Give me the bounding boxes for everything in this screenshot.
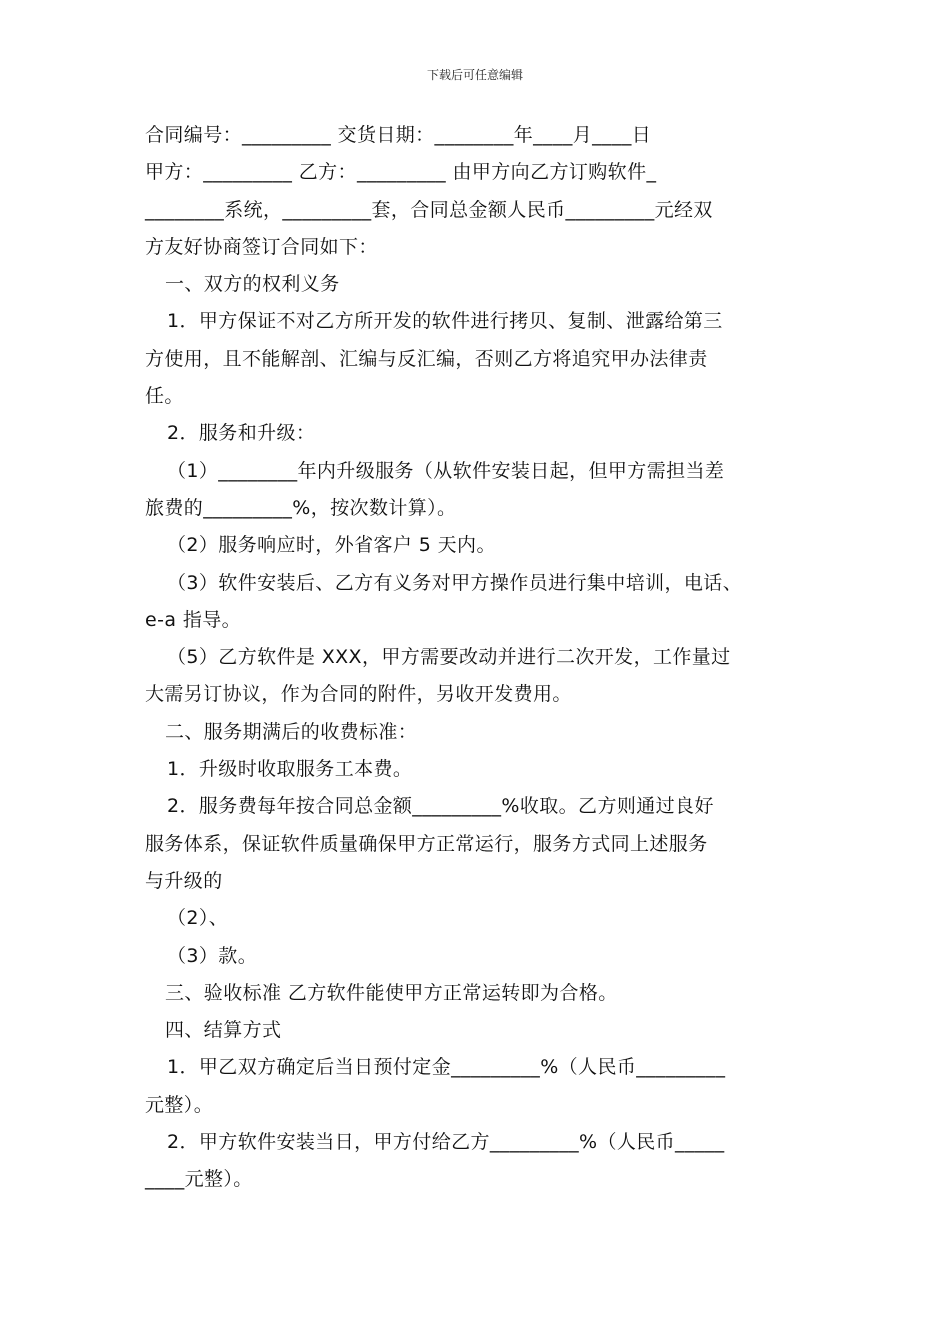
contract-number-line: 合同编号：_________ 交货日期：________年____月____日 (145, 124, 652, 146)
clause-line: 与升级的 (145, 869, 223, 892)
clause-line: （3）软件安装后、乙方有义务对甲方操作员进行集中培训，电话、 (167, 571, 743, 594)
clause-line: 元整）。 (145, 1093, 214, 1116)
contract-body (145, 117, 825, 1199)
clause-heading-service: 2．服务和升级： (167, 422, 316, 445)
agreement-intro-line: 方友好协商签订合同如下： (145, 235, 378, 258)
clause-line: 服务体系，保证软件质量确保甲方正常运行，服务方式同上述服务 (145, 832, 708, 855)
clause-line: 旅费的_________%，按次数计算）。 (145, 496, 457, 519)
clause-line: （3）款。 (167, 944, 258, 967)
clause-line: ____元整）。 (145, 1168, 253, 1191)
clause-line: 1．甲方保证不对乙方所开发的软件进行拷贝、复制、泄露给第三 (167, 310, 723, 333)
clause-line: 2．甲方软件安装当日，甲方付给乙方_________%（人民币_____ (167, 1131, 725, 1154)
parties-line: 甲方：_________ 乙方：_________ 由甲方向乙方订购软件_ (145, 161, 657, 184)
section-heading-fees: 二、服务期满后的收费标准： (165, 720, 418, 743)
clause-line: （5）乙方软件是 XXX，甲方需要改动并进行二次开发，工作量过 (167, 646, 731, 669)
clause-line: 1．甲乙双方确定后当日预付定金_________%（人民币_________ (167, 1056, 726, 1079)
clause-line: 任。 (145, 385, 184, 408)
clause-line: （1）________年内升级服务（从软件安装日起，但甲方需担当差 (167, 459, 725, 482)
clause-line: （2）服务响应时，外省客户 5 天内。 (167, 534, 496, 557)
section-heading-acceptance: 三、验收标准 乙方软件能使甲方正常运转即为合格。 (165, 981, 618, 1004)
section-heading-rights: 一、双方的权利义务 (165, 273, 340, 296)
clause-line: 1．升级时收取服务工本费。 (167, 758, 413, 781)
system-amount-line: ________系统，_________套，合同总金额人民币_________元经双 (145, 198, 713, 221)
clause-line: （2）、 (167, 907, 229, 930)
section-heading-settlement: 四、结算方式 (165, 1019, 282, 1042)
page-header: 下载后可任意编辑 (426, 68, 523, 82)
clause-line: 方使用，且不能解剖、汇编与反汇编，否则乙方将追究甲办法律责 (145, 347, 708, 370)
clause-line: 大需另订协议，作为合同的附件，另收开发费用。 (145, 683, 572, 706)
clause-line: e-a 指导。 (145, 608, 242, 631)
clause-line: 2．服务费每年按合同总金额_________%收取。乙方则通过良好 (167, 795, 714, 818)
